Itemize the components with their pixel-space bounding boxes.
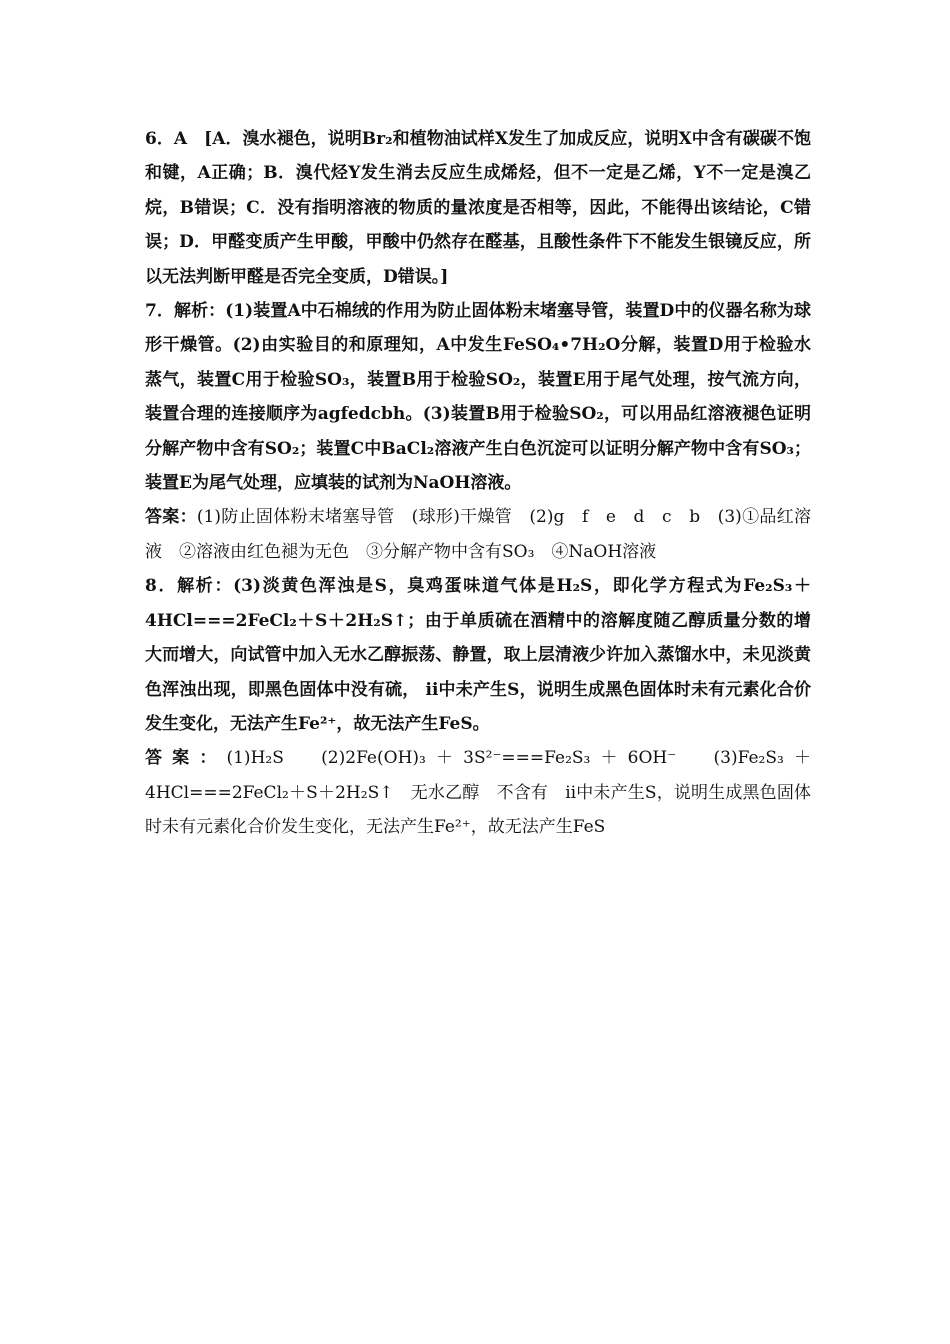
q6-paragraph: 6．A [A．溴水褪色，说明Br₂和植物油试样X发生了加成反应，说明X中含有碳碳不饱和键，A正确；B．溴代烃Y发生消去反应生成烯烃，但不一定是乙烯，Y不一定是溴乙烷，B错误；C．没有指明溶液的物质的量浓度是否相等，因此，不能得出该结论，C错误；D．甲醛变质产生甲酸，甲酸中仍然存在醛基，且酸性条件下不能发生银镜反应，所以无法判断甲醛是否完全变质，D错误。] (145, 129, 811, 287)
document-body (145, 122, 811, 845)
q7-answer-label: 答案： (145, 507, 197, 528)
q8-analysis: 8．解析：(3)淡黄色浑浊是S，臭鸡蛋味道气体是H₂S，即化学方程式为Fe₂S₃＋4HCl===2FeCl₂＋S＋2H₂S↑；由于单质硫在酒精中的溶解度随乙醇质量分数的增大而增大，向试管中加入无水乙醇振荡、静置，取上层清液少许加入蒸馏水中，未见淡黄色浑浊出现，即黑色固体中没有硫， ⅱ中未产生S，说明生成黑色固体时未有元素化合价发生变化，无法产生Fe²⁺，故无法产生FeS。 (145, 576, 811, 734)
q7-answer-text: (1)防止固体粉末堵塞导管 (球形)干燥管 (2)g f e d c b (3)①品红溶液 ②溶液由红色褪为无色 ③分解产物中含有SO₃ ④NaOH溶液 (145, 507, 811, 562)
q8-answer-text: (1)H₂S (2)2Fe(OH)₃＋3S²⁻===Fe₂S₃＋6OH⁻ (3)Fe₂S₃＋4HCl===2FeCl₂＋S＋2H₂S↑ 无水乙醇 不含有 ⅱ中未产生S，说明生成黑色固体时未有元素化合价发生变化，无法产生Fe²⁺，故无法产生FeS (145, 748, 811, 838)
q7-answer (145, 500, 811, 569)
q8-answer-label: 答案： (145, 748, 227, 769)
q8-answer (145, 741, 811, 844)
q7-analysis: 7．解析：(1)装置A中石棉绒的作用为防止固体粉末堵塞导管，装置D中的仪器名称为球形干燥管。(2)由实验目的和原理知，A中发生FeSO₄•7H₂O分解，装置D用于检验水蒸气，装置C用于检验SO₃，装置B用于检验SO₂，装置E用于尾气处理，按气流方向，装置合理的连接顺序为agfedcbh。(3)装置B用于检验SO₂，可以用品红溶液褪色证明分解产物中含有SO₂；装置C中BaCl₂溶液产生白色沉淀可以证明分解产物中含有SO₃；装置E为尾气处理，应填装的试剂为NaOH溶液。 (145, 301, 811, 494)
